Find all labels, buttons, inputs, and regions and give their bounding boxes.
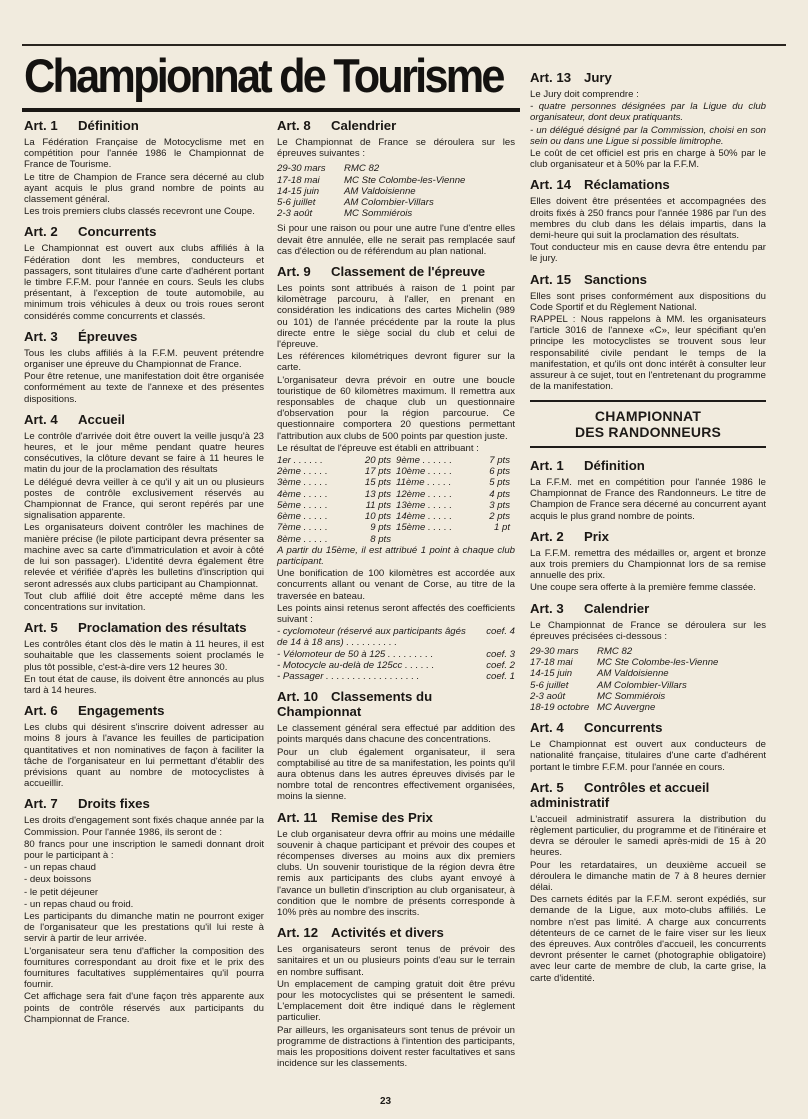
paragraph: Les organisateurs doivent contrôler les machines de manière précise (le pilote participant devra présenter sa machine avec sa carte d'immatriculation et avoir à côté de lui son passager). L'identité devra également être relevée et vérifiée d'après les bulletins d'inscription qui seront adressés aux clubs participant au Championnat. bbox=[24, 522, 264, 590]
paragraph: En tout état de cause, ils doivent être annoncés au plus tard à 14 heures. bbox=[24, 673, 264, 696]
article bbox=[24, 796, 264, 1025]
rank-label: 13ème . . . . . bbox=[396, 499, 452, 511]
paragraph: Les contrôles étant clos dès le matin à 11 heures, il est souhaitable que les classements soient proclamés le plus tôt possible, c'est-à-dire vers 12 heures 30. bbox=[24, 639, 264, 673]
paragraph: - un repas chaud ou froid. bbox=[24, 898, 134, 910]
column-2 bbox=[277, 118, 515, 1076]
article-name: Contrôles et accueil administratif bbox=[530, 779, 710, 810]
article-8 bbox=[277, 118, 515, 257]
ranking-right bbox=[396, 522, 515, 533]
rank-points: 7 pts bbox=[489, 455, 510, 467]
rank-points: 3 pts bbox=[489, 499, 510, 511]
coefficient-label: - Passager . . . . . . . . . . . . . . . . . . bbox=[277, 670, 420, 682]
title-underline bbox=[22, 108, 520, 112]
article-heading bbox=[277, 689, 515, 719]
paragraph: Des carnets édités par la F.F.M. seront expédiés, sur demande de la Ligue, aux moto-clubs affiliés. Le nombre n'est pas limité. A charge aux concurrents détenteurs de ce carnet de le faire viser sur les lieux des épreuves. Aux contrôles d'accueil, les concurrents devront présenter le carnet (photographie obligatoire) avec leur carte de membre de club, la carte grise, la carte d'identité. bbox=[530, 894, 766, 984]
calendar-date: 14-15 juin bbox=[530, 668, 573, 680]
page-title: Championnat de Tourisme bbox=[24, 49, 503, 102]
paragraph: Le résultat de l'épreuve est établi en attribuant : bbox=[277, 442, 479, 454]
paragraph: Elles sont prises conformément aux dispositions du Code Sportif et du Règlement National. bbox=[530, 290, 766, 313]
article-name: Calendrier bbox=[331, 118, 397, 133]
article-name: Jury bbox=[584, 70, 612, 85]
article-heading bbox=[277, 810, 515, 825]
article-number: Art. 14 bbox=[530, 177, 572, 193]
rank-label: 9ème . . . . . . bbox=[396, 455, 452, 467]
article-name: Épreuves bbox=[78, 328, 138, 344]
calendar-row bbox=[530, 668, 766, 679]
calendar-list bbox=[277, 163, 515, 219]
article bbox=[530, 458, 766, 522]
ranking-row bbox=[277, 534, 515, 545]
paragraph: Le Championnat est ouvert aux conducteurs de nationalité française, titulaires d'une carte d'adhérent portant le timbre F.F.M. pour l'année en cours. bbox=[530, 739, 766, 773]
article-heading bbox=[277, 264, 515, 279]
article-name: Concurrents bbox=[584, 720, 663, 736]
article-number: Art. 13 bbox=[530, 70, 572, 85]
ranking-right bbox=[396, 500, 515, 511]
article-heading bbox=[530, 70, 766, 85]
rank-label: 14ème . . . . . bbox=[396, 511, 452, 523]
ranking-left bbox=[277, 511, 396, 522]
section-rule bbox=[530, 446, 766, 448]
article-number: Art. 11 bbox=[277, 809, 318, 825]
ranking-row bbox=[277, 477, 515, 488]
ranking-left bbox=[277, 500, 396, 511]
paragraph: Les trois premiers clubs classés recevront une Coupe. bbox=[24, 206, 255, 218]
paragraph: Une bonification de 100 kilomètres est accordée aux concurrents allant ou venant de Corse, au titre de la traversée en bateau. bbox=[277, 568, 515, 602]
article bbox=[24, 703, 264, 789]
calendar-row bbox=[277, 186, 515, 197]
article-heading bbox=[277, 925, 515, 940]
paragraph: Le Championnat de France se déroulera sur les épreuves suivantes : bbox=[277, 137, 515, 160]
article-heading bbox=[24, 412, 264, 427]
ranking-row bbox=[277, 511, 515, 522]
article-name: Activités et divers bbox=[331, 925, 444, 941]
article-heading bbox=[530, 529, 766, 544]
article-name: Proclamation des résultats bbox=[78, 620, 247, 636]
paragraph: Le Championnat est ouvert aux clubs affiliés à la Fédération dont les membres, conducteurs et passagers, sont titulaires d'une carte d'adhérent portant le timbre F.F.M. pour l'année en cours. Seuls les clubs présentant, à l'exception de toute automobile, au minimum trois véhicules à deux ou trois roues seront considérés comme concurrents et classés. bbox=[24, 243, 264, 322]
calendar-row bbox=[530, 691, 766, 702]
coefficient-list bbox=[277, 626, 515, 682]
article-heading bbox=[24, 703, 264, 718]
article bbox=[24, 620, 264, 696]
paragraph: Si pour une raison ou pour une autre l'une d'entre elles devait être annulée, elle ne serait pas remplacée sauf cas d'élection ou de référendum au plan national. bbox=[277, 223, 515, 257]
paragraph: Les références kilométriques devront figurer sur la carte. bbox=[277, 351, 515, 374]
article-name: Classements du Championnat bbox=[277, 689, 433, 720]
calendar-date: 17-18 mai bbox=[530, 657, 573, 669]
rank-label: 2ème . . . . . bbox=[277, 466, 328, 478]
paragraph: Les droits d'engagement sont fixés chaque année par la Commission. Pour l'année 1986, ils seront de : bbox=[24, 815, 264, 838]
calendar-row bbox=[277, 163, 515, 174]
rank-label: 10ème . . . . . bbox=[396, 466, 452, 478]
paragraph: Les organisateurs seront tenus de prévoir des sanitaires et un ou plusieurs points d'eau sur le terrain en nombre suffisant. bbox=[277, 944, 515, 978]
paragraph: - le petit déjeuner bbox=[24, 886, 99, 898]
column-1 bbox=[24, 118, 264, 1032]
calendar-date: 2-3 août bbox=[277, 208, 313, 220]
article-name: Droits fixes bbox=[78, 796, 150, 812]
article-number: Art. 2 bbox=[24, 224, 58, 240]
article-name: Remise des Prix bbox=[331, 809, 433, 825]
paragraph: La F.F.M. remettra des médailles or, argent et bronze aux trois premiers du Championnat lors de sa remise annuelle des prix. bbox=[530, 547, 766, 582]
rank-label: 8ème . . . . . bbox=[277, 533, 328, 545]
rank-points: 8 pts bbox=[370, 533, 391, 545]
article-heading bbox=[277, 118, 515, 133]
article-name: Accueil bbox=[78, 411, 125, 427]
paragraph: 80 francs pour une inscription le samedi donnant droit pour le participant à : bbox=[24, 838, 264, 861]
rank-points bbox=[458, 534, 510, 545]
article-number: Art. 5 bbox=[24, 620, 58, 636]
rank-label: 15ème . . . . . bbox=[396, 522, 452, 534]
rank-label: 6ème . . . . . bbox=[277, 511, 328, 523]
paragraph: Une coupe sera offerte à la première femme classée. bbox=[530, 582, 756, 594]
paragraph: Par ailleurs, les organisateurs sont tenus de prévoir un programme de distractions à l'intention des participants, mais les propositions doivent rester facultatives et sans incidence sur les classements. bbox=[277, 1024, 515, 1070]
calendar-date: 18-19 octobre bbox=[530, 702, 590, 714]
calendar-row bbox=[530, 680, 766, 691]
calendar-club: MC Ste Colombe-les-Vienne bbox=[344, 174, 466, 186]
rank-label: 11ème . . . . . bbox=[396, 477, 452, 489]
ranking-row bbox=[277, 489, 515, 500]
article-13 bbox=[530, 70, 766, 170]
article bbox=[277, 689, 515, 802]
ranking-right bbox=[396, 466, 515, 477]
rank-points: 1 pt bbox=[493, 522, 510, 534]
paragraph: Pour être retenue, une manifestation doit être organisée conformément au texte de l'annexe et des présentes dispositions. bbox=[24, 371, 264, 405]
ranking-row bbox=[277, 466, 515, 477]
paragraph: A partir du 15ème, il est attribué 1 point à chaque club participant. bbox=[277, 544, 515, 567]
article-heading bbox=[24, 620, 264, 635]
paragraph: Le coût de cet officiel est pris en charge à 50% par le club organisateur et à 50% par la F.F.M. bbox=[530, 148, 766, 171]
rank-label: 3ème . . . . . bbox=[277, 477, 328, 489]
column-3 bbox=[530, 70, 766, 991]
article-number: Art. 10 bbox=[277, 689, 319, 705]
ranking-right bbox=[396, 489, 515, 500]
article-heading bbox=[530, 780, 766, 810]
article-heading bbox=[530, 272, 766, 287]
article-heading bbox=[530, 601, 766, 616]
calendar-date: 5-6 juillet bbox=[530, 679, 569, 691]
paragraph: L'organisateur sera tenu d'afficher la composition des fournitures correspondant au droit fixe et le prix des fournitures facultatives supplémentaires qu'il pourra fournir. bbox=[24, 945, 264, 991]
paragraph: Tout conducteur mis en cause devra être entendu par le jury. bbox=[530, 242, 766, 265]
list-item: - quatre personnes désignées par la Ligue du club organisateur, dont deux pratiquants. bbox=[530, 101, 766, 124]
paragraph: Tout club affilié doit être accepté même dans les concentrations sur invitation. bbox=[24, 590, 264, 613]
rank-label: 12ème . . . . . bbox=[396, 488, 452, 500]
ranking-left bbox=[277, 477, 396, 488]
article-number: Art. 1 bbox=[24, 118, 58, 133]
calendar-row bbox=[530, 657, 766, 668]
article-rando-3 bbox=[530, 601, 766, 714]
article-number: Art. 9 bbox=[277, 264, 311, 280]
rank-points: 10 pts bbox=[364, 511, 391, 523]
article-heading bbox=[530, 177, 766, 192]
article bbox=[277, 810, 515, 919]
coefficient-row bbox=[277, 660, 515, 671]
article bbox=[530, 529, 766, 594]
ranking-right bbox=[396, 511, 515, 522]
ranking-left bbox=[277, 455, 396, 466]
coefficient-value: coef. 3 bbox=[486, 648, 515, 660]
rank-points: 2 pts bbox=[489, 511, 510, 523]
section-rule bbox=[530, 400, 766, 402]
calendar-date: 29-30 mars bbox=[530, 646, 579, 657]
article-name: Engagements bbox=[78, 703, 165, 719]
paragraph: Pour les retardataires, un deuxième accueil se déroulera le dimanche matin de 7 à 8 heures dernier délai. bbox=[530, 859, 766, 894]
paragraph: Les points ainsi retenus seront affectés des coefficients suivant : bbox=[277, 602, 515, 625]
rank-points: 20 pts bbox=[364, 455, 391, 467]
calendar-date: 29-30 mars bbox=[277, 163, 326, 175]
ranking-row bbox=[277, 455, 515, 466]
calendar-row bbox=[277, 208, 515, 219]
ranking-left bbox=[277, 522, 396, 533]
coefficient-value: coef. 4 bbox=[486, 626, 515, 638]
top-rule bbox=[22, 44, 786, 46]
calendar-club: MC Ste Colombe-les-Vienne bbox=[597, 657, 719, 669]
article-name: Sanctions bbox=[584, 271, 648, 287]
article-heading bbox=[24, 118, 264, 133]
article-number: Art. 15 bbox=[530, 271, 572, 287]
rank-points: 9 pts bbox=[370, 522, 391, 534]
rank-points: 6 pts bbox=[489, 466, 510, 478]
calendar-date: 14-15 juin bbox=[277, 185, 320, 197]
paragraph: Tous les clubs affiliés à la F.F.M. peuvent prétendre organiser une épreuve du Championnat de France. bbox=[24, 347, 264, 371]
article-number: Art. 12 bbox=[277, 925, 319, 941]
ranking-row bbox=[277, 522, 515, 533]
article-heading bbox=[530, 458, 766, 473]
paragraph: Les points sont attribués à raison de 1 point par kilomètrage parcouru, à l'aller, en prenant en considération les indications des cartes Michelin (989 ou 101) de l'année précédente par la route la plus directe entre le siège social du club et celui de l'épreuve. bbox=[277, 283, 515, 351]
section-title bbox=[530, 408, 766, 440]
ranking-left bbox=[277, 489, 396, 500]
article-name: Prix bbox=[584, 528, 609, 544]
paragraph: L'accueil administratif assurera la distribution du règlement particulier, du programme et de l'itinéraire et devra se dérouler le samedi après-midi de 15 à 20 heures. bbox=[530, 813, 766, 859]
calendar-club: AM Valdoisienne bbox=[344, 185, 416, 197]
article-number: Art. 1 bbox=[530, 457, 564, 473]
article bbox=[24, 412, 264, 613]
coefficient-value: coef. 1 bbox=[486, 670, 515, 682]
rank-label: 1er . . . . . . bbox=[277, 455, 323, 467]
paragraph: Le contrôle d'arrivée doit être ouvert la veille jusqu'à 23 heures, et le jour même pendant quatre heures consécutives, la clôture devant se faire à 11 heures le matin du jour de la proclamation des résultats bbox=[24, 430, 264, 476]
calendar-date: 17-18 mai bbox=[277, 174, 320, 186]
coefficient-row bbox=[277, 671, 515, 682]
rank-label bbox=[396, 534, 458, 545]
rank-points: 17 pts bbox=[364, 466, 391, 478]
article bbox=[530, 272, 766, 393]
ranking-left bbox=[277, 466, 396, 477]
article-number: Art. 4 bbox=[530, 720, 564, 736]
article-name: Définition bbox=[584, 457, 645, 473]
article bbox=[24, 329, 264, 405]
article-name: Classement de l'épreuve bbox=[331, 264, 486, 280]
coefficient-label: - cyclomoteur (réservé aux participants âgés de 14 à 18 ans) . . . . . . . . . . bbox=[277, 626, 466, 649]
article-9 bbox=[277, 264, 515, 682]
paragraph: Un emplacement de camping gratuit doit être prévu pour les motocyclistes qui se présentent le samedi. L'emplacement doit être indiqué dans le règlement particulier. bbox=[277, 978, 515, 1024]
paragraph: Le classement général sera effectué par addition des points marqués dans chacune des concentrations. bbox=[277, 723, 515, 746]
paragraph: Le Jury doit comprendre : bbox=[530, 89, 639, 100]
section-title-line1: CHAMPIONNAT bbox=[594, 408, 702, 425]
article-name: Réclamations bbox=[584, 177, 670, 193]
coefficient-value: coef. 2 bbox=[486, 659, 515, 671]
paragraph: Le délégué devra veiller à ce qu'il y ait un ou plusieurs postes de contrôle exclusivement réservés au Championnat de France, qui seront repérés par une signalisation apparente. bbox=[24, 476, 264, 522]
calendar-club: MC Auvergne bbox=[597, 702, 656, 714]
rank-label: 4ème . . . . . bbox=[277, 488, 328, 500]
calendar-club: AM Valdoisienne bbox=[597, 668, 669, 680]
calendar-row bbox=[277, 175, 515, 186]
calendar-row bbox=[530, 646, 766, 657]
paragraph: Cet affichage sera fait d'une façon très apparente aux points de contrôle réservés aux participants du Championnat de France. bbox=[24, 991, 264, 1025]
section-title-line2: DES RANDONNEURS bbox=[574, 424, 722, 441]
ranking-table bbox=[277, 455, 515, 545]
article-number: Art. 6 bbox=[24, 703, 58, 719]
paragraph: - un repas chaud bbox=[24, 862, 96, 874]
paragraph: Pour un club également organisateur, il sera comptabilisé au titre de sa manifestation, les points qu'il aura obtenus dans les autres épreuves divisés par le nombre total de rencontres effectivement organisées, moins la sienne. bbox=[277, 746, 515, 803]
calendar-date: 2-3 août bbox=[530, 690, 566, 702]
paragraph: L'organisateur devra prévoir en outre une boucle touristique de 60 kilomètres maximum. Il remettra aux responsables de chaque club un questionnaire d'observation pour la région parcourue. Ce questionnaire comportera 20 questions permettant l'attribution aux clubs de 500 points par question juste. bbox=[277, 374, 515, 442]
ranking-right bbox=[396, 455, 515, 466]
calendar-club: MC Sommiérois bbox=[344, 208, 413, 220]
article-name: Calendrier bbox=[584, 600, 650, 616]
article bbox=[530, 720, 766, 773]
coefficient-row bbox=[277, 649, 515, 660]
rank-points: 11 pts bbox=[365, 499, 391, 511]
paragraph: Le Championnat de France se déroulera sur les épreuves précisées ci-dessous : bbox=[530, 619, 766, 642]
rank-points: 15 pts bbox=[364, 477, 391, 489]
page-number: 23 bbox=[380, 1096, 392, 1107]
rank-label: 7ème . . . . . bbox=[277, 522, 328, 534]
ranking-left bbox=[277, 534, 396, 545]
paragraph: Les clubs qui désirent s'inscrire doivent adresser au moins 8 jours à l'avance les feuilles de participation quantitatives et non nominatives de façon à faciliter la tâche de l'organisateur en lui permettant d'établir des prévisions quant au nombre de motocyclistes à accueillir. bbox=[24, 722, 264, 790]
ranking-right bbox=[396, 534, 515, 545]
calendar-club: AM Colombier-Villars bbox=[597, 679, 687, 691]
article-number: Art. 4 bbox=[24, 411, 58, 427]
article-name: Concurrents bbox=[78, 224, 157, 240]
calendar-row bbox=[277, 197, 515, 208]
paragraph: Le club organisateur devra offrir au moins une médaille souvenir à chaque participant et prévoir des coupes et récompenses diverses au moins aux dix premiers clubs. Un souvenir touristique de la région devra être remis aux participants des clubs ayant envoyé à l'avance un bulletin d'inscription au club organisateur, à condition que le nombre de présents corresponde à 10% près au nombre des inscrits. bbox=[277, 828, 515, 918]
ranking-right bbox=[396, 477, 515, 488]
paragraph: Elles doivent être présentées et accompagnées des droits fixés à 250 francs pour l'année 1986 par l'un des membres du club dans les délais impartis, dans la demi-heure qui suit la proclamation des résultats. bbox=[530, 196, 766, 242]
ranking-row bbox=[277, 500, 515, 511]
paragraph: Le titre de Champion de France sera décerné au club ayant acquis le plus grand nombre de points au classement général. bbox=[24, 171, 264, 206]
paragraph: Les participants du dimanche matin ne pourront exiger de l'organisateur que les prestations qu'il lui reste à servir à partir de leur arrivée. bbox=[24, 910, 264, 945]
calendar-row bbox=[530, 702, 766, 713]
calendar-club: RMC 82 bbox=[344, 163, 380, 175]
coefficient-row bbox=[277, 626, 515, 648]
coefficient-label: - Motocycle au-delà de 125cc . . . . . . bbox=[277, 659, 435, 671]
article bbox=[530, 177, 766, 264]
article-number: Art. 5 bbox=[530, 779, 564, 795]
article-number: Art. 8 bbox=[277, 118, 311, 133]
article-heading bbox=[24, 796, 264, 811]
article-heading bbox=[530, 720, 766, 735]
paragraph: La Fédération Française de Motocyclisme met en compétition pour l'année 1986 le Championnat de France de Tourisme. bbox=[24, 137, 264, 171]
article-heading bbox=[24, 224, 264, 239]
rank-points: 13 pts bbox=[364, 488, 391, 500]
calendar-list bbox=[530, 646, 766, 713]
article-name: Définition bbox=[78, 118, 139, 133]
paragraph: La F.F.M. met en compétition pour l'année 1986 le Championnat de France des Randonneurs. Le titre de Champion de France sera décerné au concurrent ayant acquis le plus grand nombre de points. bbox=[530, 476, 766, 522]
coefficient-label: - Vélomoteur de 50 à 125 . . . . . . . . . bbox=[277, 648, 434, 660]
article bbox=[24, 224, 264, 321]
calendar-club: AM Colombier-Villars bbox=[344, 197, 434, 209]
calendar-club: MC Sommiérois bbox=[597, 690, 666, 702]
article-number: Art. 3 bbox=[530, 600, 564, 616]
list-item: - un délégué désigné par la Commission, choisi en son sein ou dans une Ligue si possible limitrophe. bbox=[530, 124, 766, 147]
article-heading bbox=[24, 329, 264, 344]
article-number: Art. 3 bbox=[24, 328, 58, 344]
rank-points: 4 pts bbox=[489, 488, 510, 500]
article-number: Art. 7 bbox=[24, 796, 58, 812]
article-number: Art. 2 bbox=[530, 528, 564, 544]
article bbox=[530, 780, 766, 984]
calendar-date: 5-6 juillet bbox=[277, 197, 316, 209]
paragraph: - deux boissons bbox=[24, 874, 92, 886]
paragraph: RAPPEL : Nous rappelons à MM. les organisateurs l'article 3016 de l'annexe «C», leur spécifiant qu'en principe les motocyclistes se trouvent sous leur responsabilité civile pendant le temps de la manifestation, et qu'ils ont donc intérêt à consulter leur assureur à ce sujet, tout en l'entretenant du programme de la manifestation. bbox=[530, 314, 766, 393]
rank-label: 5ème . . . . . bbox=[277, 499, 328, 511]
article bbox=[277, 925, 515, 1069]
article bbox=[24, 118, 264, 217]
rank-points: 5 pts bbox=[489, 477, 510, 489]
calendar-club: RMC 82 bbox=[597, 646, 633, 657]
